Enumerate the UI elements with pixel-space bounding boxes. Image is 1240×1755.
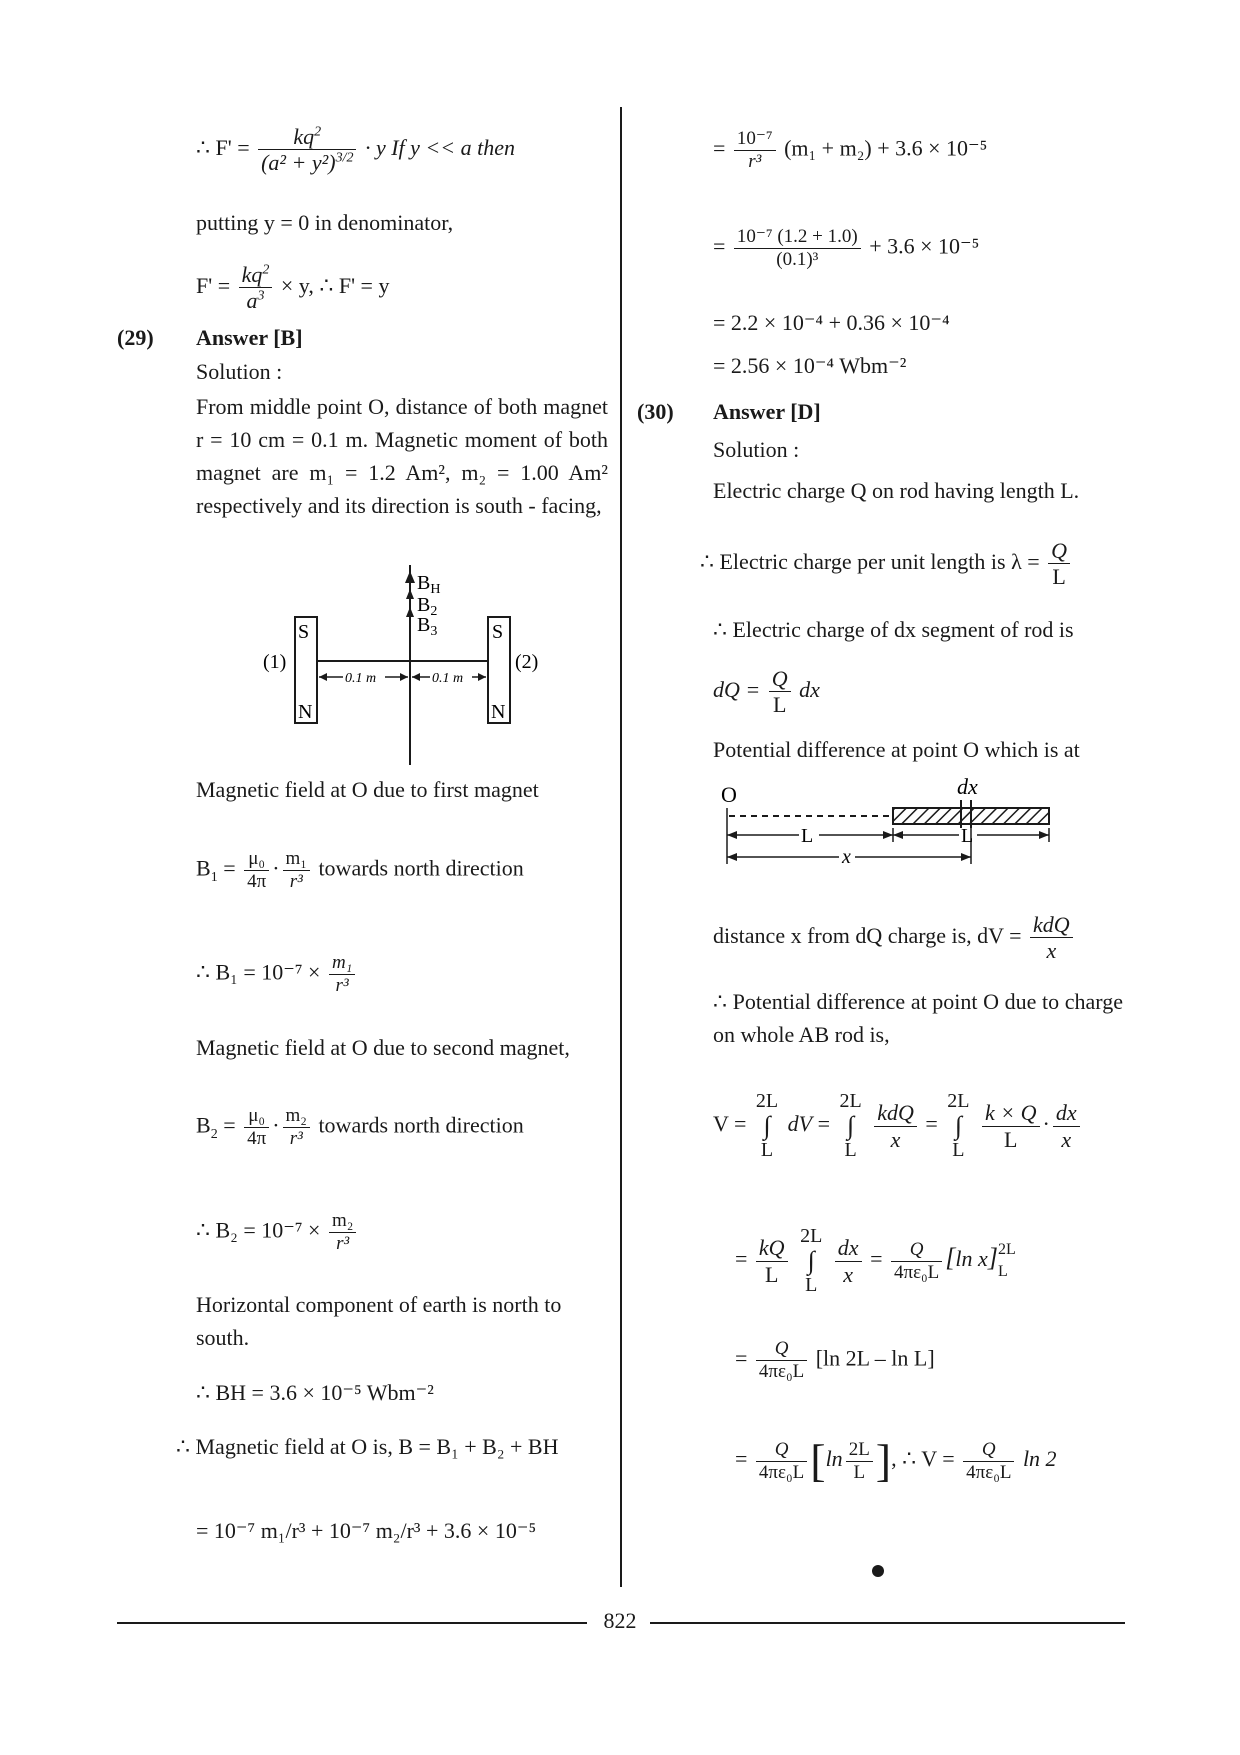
v-step2-eq: = $\frac{kQ}{L}$ 2L ∫ L $\frac{dx}{x}$ = $\frac{Q}{\text{4πε₀L}}$ [ln x] 2L L	[735, 1225, 1016, 1296]
integral-1: 2L ∫ L	[755, 1090, 779, 1161]
r3-eq: = 2.2 × 10⁻⁴ + 0.36 × 10⁻⁴	[713, 310, 950, 335]
f-prime-fraction: $\frac{kq^2}{(a^2 + y^2)^{3/2}}$	[258, 124, 356, 176]
whole-rod-text: ∴ Potential difference at point O due to charge on whole AB rod is,	[713, 989, 1123, 1047]
arrow-head-b	[405, 571, 415, 583]
kdq-x-fraction: $\frac{\text{kdQ}}{x}$	[874, 1100, 917, 1152]
q-eps-fraction-2: $\frac{Q}{\text{4πε₀L}}$	[756, 1338, 807, 1383]
label-l1: L	[801, 825, 814, 847]
r4-eq: = 2.56 × 10⁻⁴ Wbm⁻²	[713, 353, 907, 378]
q29-paragraph: From middle point O, distance of both magnet r = 10 cm = 0.1 m. Magnetic moment of both magnet are m₁ = 1.2 Am², m₂ = 1.00 Am² respectively and its direction is south - facing,	[196, 394, 608, 518]
m1-r3-fraction: $\frac{\text{m₁}}{\text{r³}}$	[329, 952, 355, 997]
mag-at-o: ∴ Magnetic field at O is, B = B₁ + B₂ + BH	[176, 1434, 559, 1459]
r1-eq: = $\frac{\text{10⁻⁷}}{\text{r³}}$ (m₁ + m₂) + 3.6 × 10⁻⁵	[713, 128, 988, 172]
q29-number: (29)	[117, 325, 154, 350]
rod-diagram	[715, 772, 1055, 867]
f2-eq: F' = $\frac{kq^2}{a^3}$ × y, ∴ F' = y	[196, 262, 390, 314]
field-second-text: Magnetic field at O due to second magnet,	[196, 1035, 570, 1060]
magnet-1-s: S	[298, 621, 310, 643]
v-integral-eq: V = 2L ∫ L dV = 2L ∫ L $\frac{\text{kdQ}}{x}$ = 2L ∫ L $\frac{k \times Q}{L}$ · $\frac{dx}{x}$	[713, 1090, 1083, 1162]
f-prime-eq: ∴ F' = $\frac{kq^2}{(a^2 + y^2)^{3/2}}$ · y If y << a then	[196, 124, 516, 176]
q29-solution: Solution :	[196, 359, 283, 384]
bh-eq: ∴ BH = 3.6 × 10⁻⁵ Wbm⁻²	[196, 1380, 434, 1405]
label-x: x	[842, 846, 851, 867]
horizontal-text: Horizontal component of earth is north to south.	[196, 1292, 562, 1350]
putting-text: putting y = 0 in denominator,	[196, 210, 454, 235]
b2-eq: $B_2$ = $\frac{\text{μ₀}}{4\pi}$ · $\frac{\text{m₂}}{\text{r³}}$ towards north direction	[196, 1105, 524, 1149]
r2-eq: = $\frac{\text{10⁻⁷ (1.2 + 1.0)}}{\text{(0.1)³}}$ + 3.6 × 10⁻⁵	[713, 226, 980, 270]
f2-fraction: $\frac{kq^2}{a^3}$	[239, 262, 273, 314]
dx-x-fraction-2: $\frac{dx}{x}$	[835, 1235, 862, 1287]
field-first-text: Magnetic field at O due to first magnet	[196, 777, 539, 802]
dv-fraction: $\frac{\text{kdQ}}{x}$	[1030, 912, 1073, 964]
kq-over-l: $\frac{kQ}{L}$	[756, 1235, 788, 1287]
kq-l-fraction: $\frac{k \times Q}{L}$	[982, 1100, 1040, 1152]
arrow-head-b2	[406, 589, 414, 599]
distance-eq: distance x from dQ charge is, dV = $\frac{\text{kdQ}}{x}$	[713, 912, 1076, 964]
m2-r3-fraction: $\frac{\text{m₂}}{\text{r³}}$	[329, 1210, 356, 1255]
dx-x-fraction: $\frac{dx}{x}$	[1053, 1100, 1080, 1152]
r2-fraction: $\frac{\text{10⁻⁷ (1.2 + 1.0)}}{\text{(0.1)³}}$	[734, 226, 861, 271]
label-o: O	[721, 782, 737, 807]
footer-rule-left	[117, 1622, 587, 1624]
magnet-2-s: S	[492, 621, 504, 643]
q-eps-fraction-1: $\frac{Q}{\text{4πε₀L}}$	[891, 1239, 942, 1284]
per-unit-eq: ∴ Electric charge per unit length is λ = $\frac{Q}{L}$	[700, 538, 1073, 590]
page-number: 822	[603, 1608, 637, 1633]
q29-answer: Answer [B]	[196, 325, 303, 350]
label-bh: $B_H$	[417, 572, 441, 597]
dim-label-right: 0.1 m	[432, 671, 464, 686]
magnet-diagram	[255, 565, 555, 770]
q30-solution: Solution :	[713, 437, 800, 462]
q30-number: (30)	[637, 399, 674, 424]
b2b-eq: ∴ B₂ = 10⁻⁷ × $\frac{\text{m₂}}{\text{r³}}$	[196, 1210, 359, 1255]
end-bullet	[872, 1565, 884, 1577]
magnet-2-n: N	[491, 701, 506, 723]
footer-rule-right	[650, 1622, 1125, 1624]
q30-answer: Answer [D]	[713, 399, 821, 424]
dq-eq: dQ = $\frac{Q}{L}$ dx	[713, 666, 820, 718]
integral-3: 2L ∫ L	[947, 1090, 970, 1161]
sum-line: = 10⁻⁷ m₁/r³ + 10⁻⁷ m₂/r³ + 3.6 × 10⁻⁵	[196, 1518, 537, 1543]
dim-label-left: 0.1 m	[345, 671, 377, 686]
mu-fraction-1: $\frac{\text{μ₀}}{4\pi}$	[244, 848, 269, 893]
column-divider	[620, 107, 622, 1587]
v-step3-eq: = $\frac{Q}{\text{4πε₀L}}$ [ln 2L – ln L]	[735, 1338, 935, 1382]
magnet-1-n: N	[298, 701, 313, 723]
v-final-eq: = $\frac{Q}{\text{4πε₀L}}$ [ln $\frac{2L}{L}$ ], ∴ V = $\frac{Q}{\text{4πε₀L}}$ ln 2	[735, 1435, 1057, 1486]
integral-2: 2L ∫ L	[839, 1090, 862, 1161]
two-l-over-l: $\frac{2L}{L}$	[846, 1439, 873, 1484]
m1-fraction: $\frac{\text{m₁}}{\text{r³}}$	[283, 848, 310, 893]
r1-fraction: $\frac{\text{10⁻⁷}}{\text{r³}}$	[734, 128, 776, 173]
label-dx: dx	[957, 774, 978, 799]
dq-fraction: $\frac{Q}{L}$	[769, 666, 791, 718]
potential-text: Potential difference at point O which is at	[713, 737, 1080, 762]
label-b2: $B_2$	[417, 594, 438, 619]
integral-4: 2L ∫ L	[800, 1225, 823, 1296]
label-1: (1)	[263, 651, 287, 673]
lambda-fraction: $\frac{Q}{L}$	[1048, 538, 1070, 590]
segment-text: ∴ Electric charge of dx segment of rod is	[713, 617, 1074, 642]
q-eps-fraction-3: $\frac{Q}{\text{4πε₀L}}$	[756, 1439, 807, 1484]
b1b-eq: ∴ B₁ = 10⁻⁷ × $\frac{\text{m₁}}{\text{r³}}$	[196, 952, 358, 997]
label-l2: L	[961, 825, 974, 847]
charge-rod-text: Electric charge Q on rod having length L.	[713, 478, 1080, 503]
q-eps-fraction-4: $\frac{Q}{\text{4πε₀L}}$	[963, 1439, 1014, 1484]
m2-fraction: $\frac{\text{m₂}}{\text{r³}}$	[283, 1105, 310, 1150]
mu-fraction-2: $\frac{\text{μ₀}}{4\pi}$	[244, 1105, 269, 1150]
label-2: (2)	[515, 651, 539, 673]
b1-eq: $B_1$ = $\frac{\text{μ₀}}{4\pi}$ · $\frac{\text{m₁}}{\text{r³}}$ towards north direction	[196, 848, 524, 892]
arrow-head-b3	[406, 607, 414, 617]
label-b3: $B_3$	[417, 614, 438, 639]
